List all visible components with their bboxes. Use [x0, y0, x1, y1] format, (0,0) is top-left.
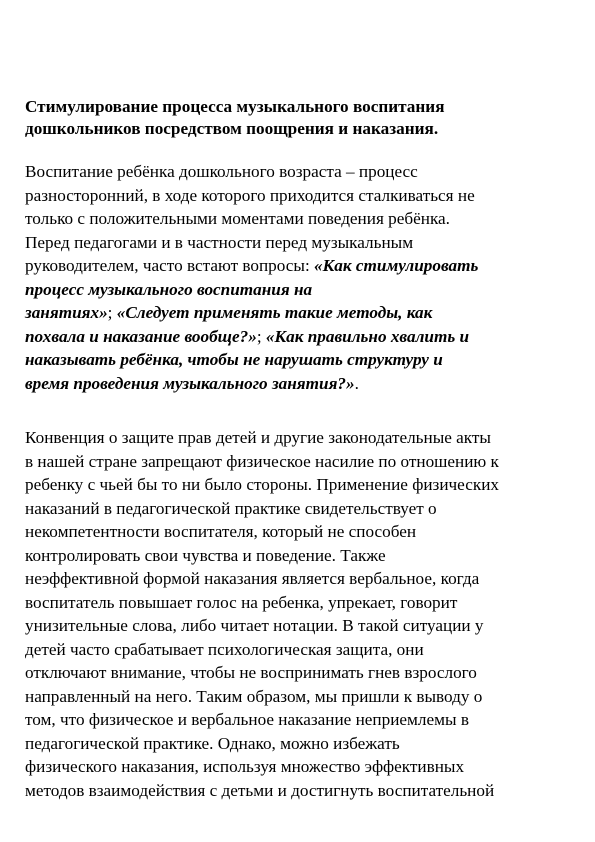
separator-1: ;: [107, 303, 117, 322]
title-line-2: дошкольников посредством поощрения и наказания.: [25, 119, 439, 138]
separator-2: ;: [256, 326, 266, 346]
title-line-1: Стимулирование процесса музыкального воспитания: [25, 97, 445, 116]
question-3: «Как правильно хвалить и наказывать ребёнка, чтобы не нарушать структуру и время проведения музыкального занятия?»: [25, 326, 470, 393]
paragraph-2: Конвенция о защите прав детей и другие законодательные акты в нашей стране запрещают физическое насилие по отношению к ребенку с чьей бы то ни было стороны. Применение физических наказаний в педагогической практике свидетельствует о некомпетентности воспитателя, который не способен контролировать свои чувства и поведение. Также неэффективной формой наказания является вербальное, когда воспитатель повышает голос на ребенка, упрекает, говорит унизительные слова, либо читает нотации. В такой ситуации у детей часто срабатывает психологическая защита, они отключают внимание, чтобы не воспринимать гнев взрослого направленный на него. Таким образом, мы пришли к выводу о том, что физическое и вербальное наказание неприемлемы в педагогической практике. Однако, можно избежать физического наказания, используя множество эффективных методов взаимодействия с детьми и достигнуть воспитательной: [25, 428, 499, 800]
paragraph-1-intro: Воспитание ребёнка дошкольного возраста – процесс разносторонний, в ходе которого приходится сталкиваться не только с положительными моментами поведения ребёнка. Перед педагогами и в частности перед музыкальным руководителем, часто встают вопросы:: [25, 162, 475, 275]
question-1: «Как стимулировать процесс музыкального воспитания на занятиях»: [25, 256, 479, 322]
paragraph-1: [25, 160, 590, 395]
paragraph-1-end: .: [354, 373, 359, 393]
question-2: «Следует применять такие методы, как похвала и наказание вообще?»: [25, 303, 433, 346]
document-title: [25, 96, 585, 140]
